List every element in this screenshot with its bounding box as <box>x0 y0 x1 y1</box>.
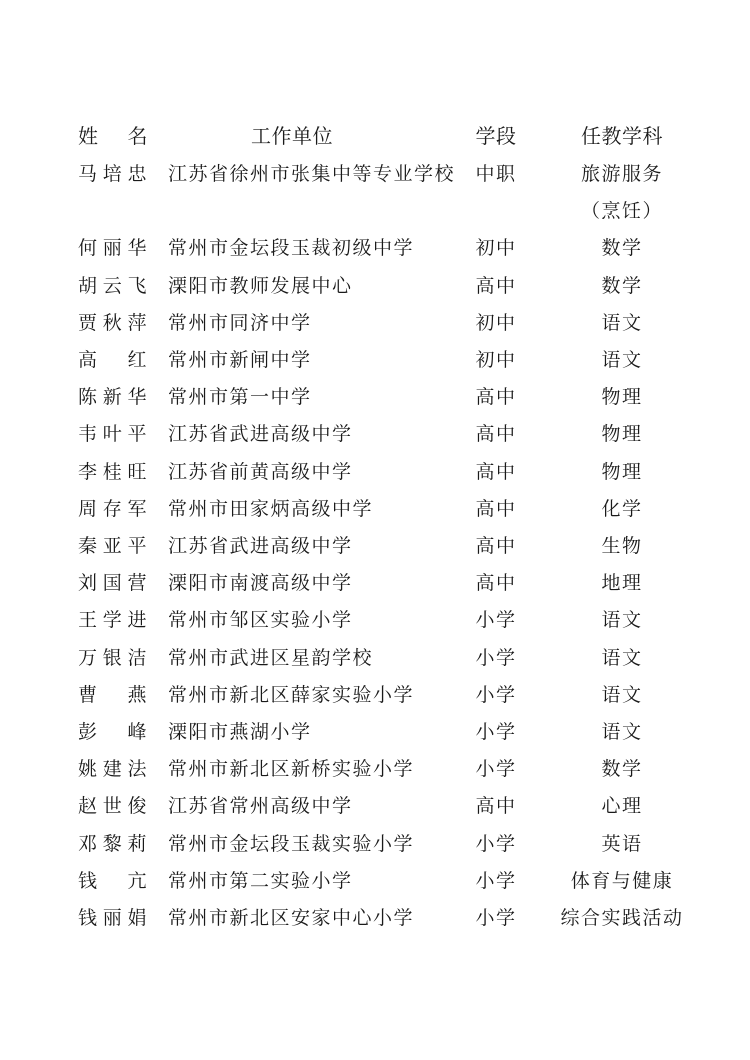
row-name: 邓黎莉 <box>78 832 148 855</box>
row-unit: 江苏省武进高级中学 <box>168 535 353 557</box>
row-stage: 高中 <box>475 795 517 818</box>
row-subject-extra: （烹饪） <box>580 200 663 223</box>
row-stage: 小学 <box>475 869 517 892</box>
row-name: 姚建法 <box>78 758 148 781</box>
row-subject: 数学 <box>601 274 643 297</box>
row-name: 秦亚平 <box>78 535 148 557</box>
row-name: 赵世俊 <box>78 795 148 818</box>
row-stage: 小学 <box>475 721 517 743</box>
row-subject: 化学 <box>601 497 643 520</box>
row-stage: 小学 <box>475 646 517 669</box>
row-name: 胡云飞 <box>78 274 148 297</box>
row-name: 钱亢 <box>78 869 148 892</box>
header-subject: 任教学科 <box>581 124 663 148</box>
row-subject: 语文 <box>601 646 643 669</box>
row-unit: 常州市新北区薛家实验小学 <box>168 683 415 706</box>
row-stage: 小学 <box>475 907 517 929</box>
row-subject: 心理 <box>601 795 643 818</box>
row-unit: 常州市同济中学 <box>168 311 312 334</box>
row-unit: 常州市金坛段玉裁初级中学 <box>168 237 415 260</box>
row-subject: 语文 <box>601 311 643 334</box>
row-subject: 物理 <box>601 423 643 446</box>
row-stage: 初中 <box>475 311 517 334</box>
row-subject: 语文 <box>601 609 643 632</box>
row-stage: 小学 <box>475 683 517 706</box>
row-subject: 生物 <box>601 535 643 557</box>
row-subject: 数学 <box>601 758 643 781</box>
row-subject: 数学 <box>601 237 643 260</box>
row-stage: 高中 <box>475 423 517 446</box>
row-name: 刘国营 <box>78 572 148 595</box>
row-name: 王学进 <box>78 609 148 632</box>
row-stage: 中职 <box>475 163 517 185</box>
row-stage: 高中 <box>475 535 517 557</box>
header-unit: 工作单位 <box>251 124 333 148</box>
row-subject: 体育与健康 <box>570 869 674 892</box>
header-name: 姓 名 <box>78 124 148 148</box>
row-unit: 江苏省徐州市张集中等专业学校 <box>168 163 456 185</box>
row-stage: 高中 <box>475 386 517 409</box>
row-unit: 常州市第一中学 <box>168 386 312 409</box>
row-name: 马培忠 <box>78 163 148 185</box>
row-unit: 常州市新北区安家中心小学 <box>168 907 415 929</box>
row-unit: 常州市新闸中学 <box>168 349 312 371</box>
header-stage: 学段 <box>475 124 517 148</box>
row-stage: 初中 <box>475 349 517 371</box>
row-stage: 小学 <box>475 832 517 855</box>
row-subject: 语文 <box>601 349 643 371</box>
row-name: 曹燕 <box>78 683 148 706</box>
row-unit: 常州市新北区新桥实验小学 <box>168 758 415 781</box>
row-name: 万银洁 <box>78 646 148 669</box>
row-name: 钱丽娟 <box>78 907 148 929</box>
row-name: 周存军 <box>78 497 148 520</box>
row-subject: 物理 <box>601 460 643 483</box>
row-stage: 高中 <box>475 572 517 595</box>
row-subject: 英语 <box>601 832 643 855</box>
row-name: 李桂旺 <box>78 460 148 483</box>
row-unit: 江苏省前黄高级中学 <box>168 460 353 483</box>
row-unit: 常州市田家炳高级中学 <box>168 497 374 520</box>
row-stage: 高中 <box>475 497 517 520</box>
row-subject: 语文 <box>601 683 643 706</box>
row-name: 高红 <box>78 349 148 371</box>
row-unit: 溧阳市南渡高级中学 <box>168 572 353 595</box>
row-unit: 溧阳市燕湖小学 <box>168 721 312 743</box>
row-stage: 高中 <box>475 460 517 483</box>
row-name: 韦叶平 <box>78 423 148 446</box>
row-name: 贾秋萍 <box>78 311 148 334</box>
row-stage: 高中 <box>475 274 517 297</box>
row-subject: 综合实践活动 <box>560 907 684 929</box>
row-stage: 小学 <box>475 609 517 632</box>
row-unit: 江苏省常州高级中学 <box>168 795 353 818</box>
row-subject: 物理 <box>601 386 643 409</box>
row-unit: 常州市武进区星韵学校 <box>168 646 374 669</box>
row-subject: 旅游服务 <box>580 163 663 185</box>
row-unit: 溧阳市教师发展中心 <box>168 274 353 297</box>
row-unit: 常州市第二实验小学 <box>168 869 353 892</box>
row-unit: 常州市金坛段玉裁实验小学 <box>168 832 415 855</box>
row-unit: 常州市邹区实验小学 <box>168 609 353 632</box>
row-subject: 地理 <box>601 572 643 595</box>
row-subject: 语文 <box>601 721 643 743</box>
row-stage: 小学 <box>475 758 517 781</box>
row-stage: 初中 <box>475 237 517 260</box>
row-unit: 江苏省武进高级中学 <box>168 423 353 446</box>
row-name: 彭峰 <box>78 721 148 743</box>
row-name: 陈新华 <box>78 386 148 409</box>
row-name: 何丽华 <box>78 237 148 260</box>
